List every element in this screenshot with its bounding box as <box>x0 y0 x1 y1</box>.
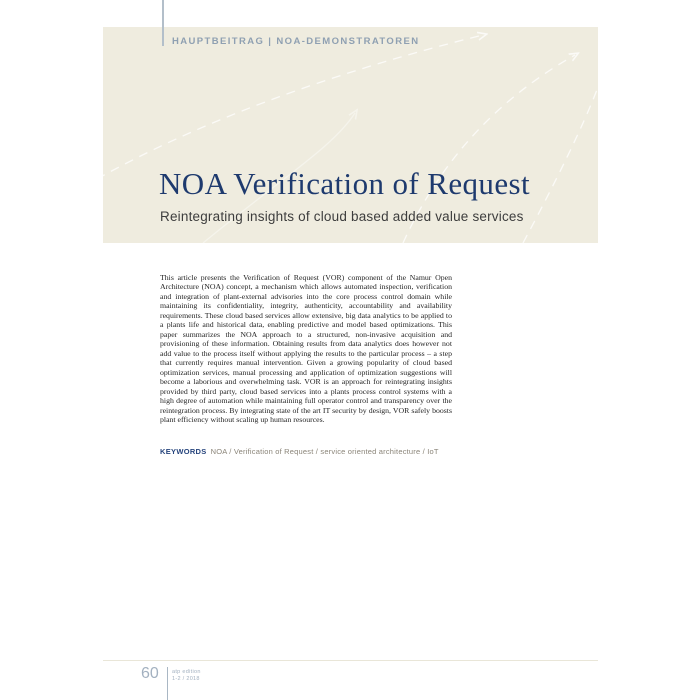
header-banner <box>103 27 598 243</box>
article-title: NOA Verification of Request <box>159 166 530 201</box>
keywords-label: KEYWORDS <box>160 447 207 456</box>
journal-name: atp edition <box>172 669 201 675</box>
page-number: 60 <box>141 665 159 682</box>
article-subtitle: Reintegrating insights of cloud based added value services <box>160 209 524 224</box>
top-accent-line <box>162 0 164 46</box>
journal-issue: 1-2 / 2018 <box>172 676 200 682</box>
keywords-line <box>160 447 500 456</box>
section-kicker: HAUPTBEITRAG | NOA-DEMONSTRATOREN <box>172 36 420 47</box>
footer-accent-line <box>167 667 168 700</box>
footer-divider <box>103 660 598 661</box>
footer-journal-info <box>172 669 201 683</box>
abstract-paragraph: This article presents the Verification of Request (VOR) component of the Namur Open Architecture (NOA) concept, a mechanism which allows automated inspection, verification and integration of plant-external advisories into the core process control domain while maintaining its confidentiality, integrity, authenticity, accountability and availability requirements. These cloud based services allow extensive, big data analytics to be applied to a plants life and historical data, enabling predictive and model based optimizations. This paper summarizes the NOA approach to a structured, non-invasive acquisition and provisioning of these information. Obtaining results from data analytics does however not add value to the process itself without applying the results to the particular process – a step that currently requires manual intervention. Given a growing popularity of cloud based optimization services, manual processing and application of optimization suggestions will become a laborious and overwhelming task. VOR is an approach for reintegrating insights provided by third party, cloud based services into a plants process control systems with a high degree of automation while maintaining full operator control and transparency over the reintegration process. By integrating state of the art IT security by design, VOR safely boosts plant efficiency without scaling up human resources. <box>160 272 452 425</box>
keywords-text: NOA / Verification of Request / service oriented architecture / IoT <box>210 447 439 456</box>
